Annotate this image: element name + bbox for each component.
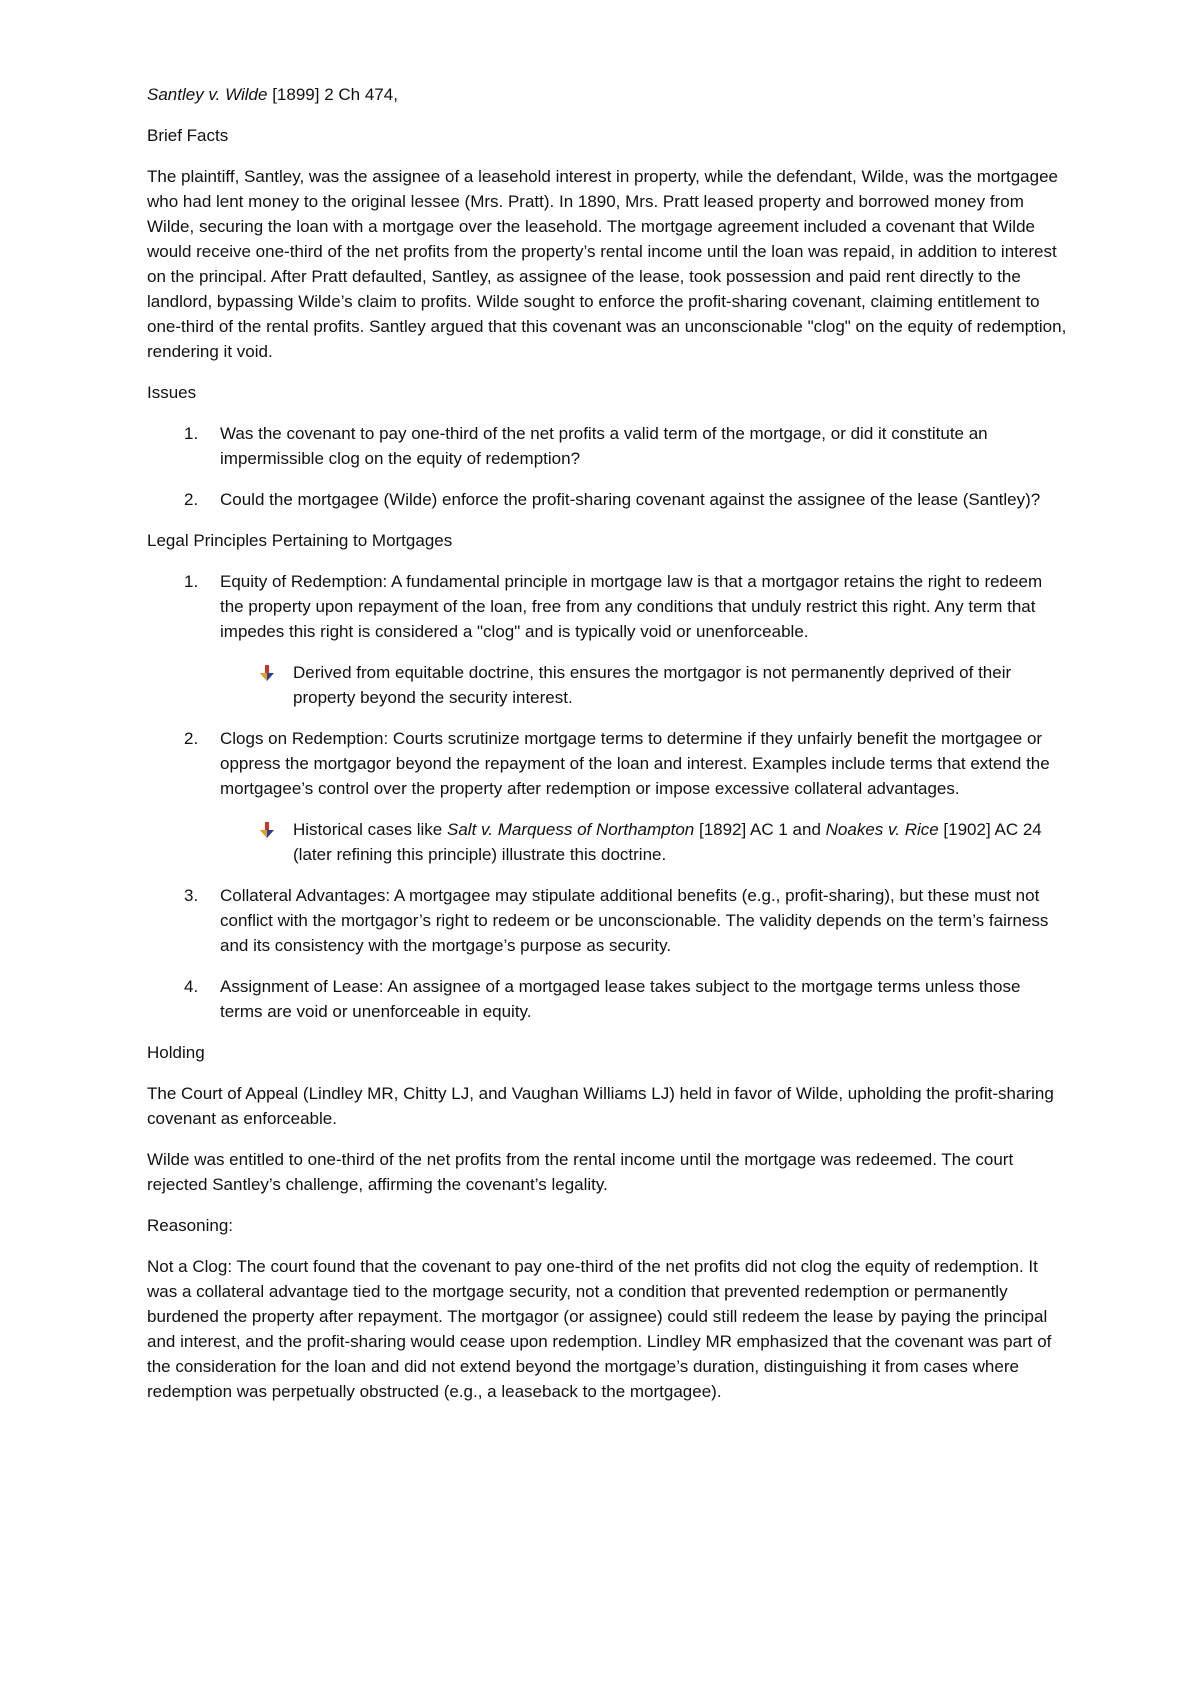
case-citation — [147, 82, 1067, 107]
issue-item — [147, 421, 1067, 471]
brief-facts-heading: Brief Facts — [147, 126, 229, 145]
principle-text: Assignment of Lease: An assignee of a mortgaged lease takes subject to the mortgage terms unless those terms are void or unenforceable in equity. — [220, 977, 1021, 1021]
holding-paragraph-1: The Court of Appeal (Lindley MR, Chitty LJ, and Vaughan Williams LJ) held in favor of Wilde, upholding the profit-sharing covenant as enforceable. — [147, 1084, 1054, 1128]
sub-text-part: Historical cases like — [293, 820, 447, 839]
issue-text: Could the mortgagee (Wilde) enforce the profit-sharing covenant against the assignee of the lease (Santley)? — [220, 490, 1041, 509]
principle-sub-bullet — [147, 660, 1067, 710]
principle-number: 4. — [184, 977, 199, 996]
sub-bullet-text — [293, 820, 1042, 864]
principles-list — [147, 569, 1067, 644]
principle-text: Clogs on Redemption: Courts scrutinize mortgage terms to determine if they unfairly benefit the mortgagee or oppress the mortgagor beyond the repayment of the loan and interest. Examples include terms that extend the mortgagee’s control over the property after redemption or impose excessive collateral advantages. — [220, 729, 1050, 798]
issues-list — [147, 421, 1067, 512]
principle-item — [147, 569, 1067, 644]
reasoning-heading: Reasoning: — [147, 1216, 234, 1235]
issue-number: 1. — [184, 424, 199, 443]
holding-heading: Holding — [147, 1043, 205, 1062]
case-name-noakes: Noakes v. Rice — [825, 820, 939, 839]
sub-text-part: [1902] AC 24 (later refining this principle) illustrate this doctrine. — [293, 820, 1042, 864]
principles-list-cont-2 — [147, 883, 1067, 1024]
reasoning-paragraph: Not a Clog: The court found that the covenant to pay one-third of the net profits did not clog the equity of redemption. It was a collateral advantage tied to the mortgage security, not a condition that prevented redemption or permanently burdened the property after repayment. The mortgagor (or assignee) could still redeem the lease by paying the principal and interest, and the profit-sharing would cease upon redemption. Lindley MR emphasized that the covenant was part of the consideration for the loan and did not extend beyond the mortgage’s duration, distinguishing it from cases where redemption was perpetually obstructed (e.g., a leaseback to the mortgagee). — [147, 1257, 1052, 1401]
issue-item — [147, 487, 1067, 512]
principle-item — [147, 726, 1067, 801]
principle-text: Collateral Advantages: A mortgagee may stipulate additional benefits (e.g., profit-sharing), but these must not conflict with the mortgagor’s right to redeem or be unconscionable. The validity depends on the term’s fairness and its consistency with the mortgage’s purpose as security. — [220, 886, 1049, 955]
principle-item — [147, 974, 1067, 1024]
issue-number: 2. — [184, 490, 199, 509]
principle-number: 1. — [184, 572, 199, 591]
issues-heading: Issues — [147, 383, 197, 402]
arrow-bullet-icon — [259, 822, 275, 838]
principle-item — [147, 883, 1067, 958]
sub-text-part: [1892] AC 1 and — [694, 820, 826, 839]
principle-sub-bullet — [147, 817, 1067, 867]
sub-bullet-text: Derived from equitable doctrine, this ensures the mortgagor is not permanently deprived of their property beyond the security interest. — [293, 663, 1012, 707]
issue-text: Was the covenant to pay one-third of the net profits a valid term of the mortgage, or did it constitute an impermissible clog on the equity of redemption? — [220, 424, 988, 468]
document-page — [147, 82, 1067, 1420]
holding-paragraph-2: Wilde was entitled to one-third of the net profits from the rental income until the mortgage was redeemed. The court rejected Santley’s challenge, affirming the covenant’s legality. — [147, 1150, 1014, 1194]
principle-number: 2. — [184, 729, 199, 748]
principle-text: Equity of Redemption: A fundamental principle in mortgage law is that a mortgagor retains the right to redeem the property upon repayment of the loan, free from any conditions that unduly restrict this right. Any term that impedes this right is considered a "clog" and is typically void or unenforceable. — [220, 572, 1043, 641]
principles-list-cont — [147, 726, 1067, 801]
case-reference: [1899] 2 Ch 474, — [267, 85, 398, 104]
case-name: Santley v. Wilde — [147, 85, 268, 104]
principles-heading: Legal Principles Pertaining to Mortgages — [147, 531, 453, 550]
case-name-salt: Salt v. Marquess of Northampton — [447, 820, 695, 839]
arrow-bullet-icon — [259, 665, 275, 681]
principle-number: 3. — [184, 886, 199, 905]
brief-facts-paragraph: The plaintiff, Santley, was the assignee of a leasehold interest in property, while the defendant, Wilde, was the mortgagee who had lent money to the original lessee (Mrs. Pratt). In 1890, Mrs. Pratt leased property and borrowed money from Wilde, securing the loan with a mortgage over the leasehold. The mortgage agreement included a covenant that Wilde would receive one-third of the net profits from the property’s rental income until the loan was repaid, in addition to interest on the principal. After Pratt defaulted, Santley, as assignee of the lease, took possession and paid rent directly to the landlord, bypassing Wilde’s claim to profits. Wilde sought to enforce the profit-sharing covenant, claiming entitlement to one-third of the rental profits. Santley argued that this covenant was an unconscionable "clog" on the equity of redemption, rendering it void. — [147, 167, 1067, 361]
